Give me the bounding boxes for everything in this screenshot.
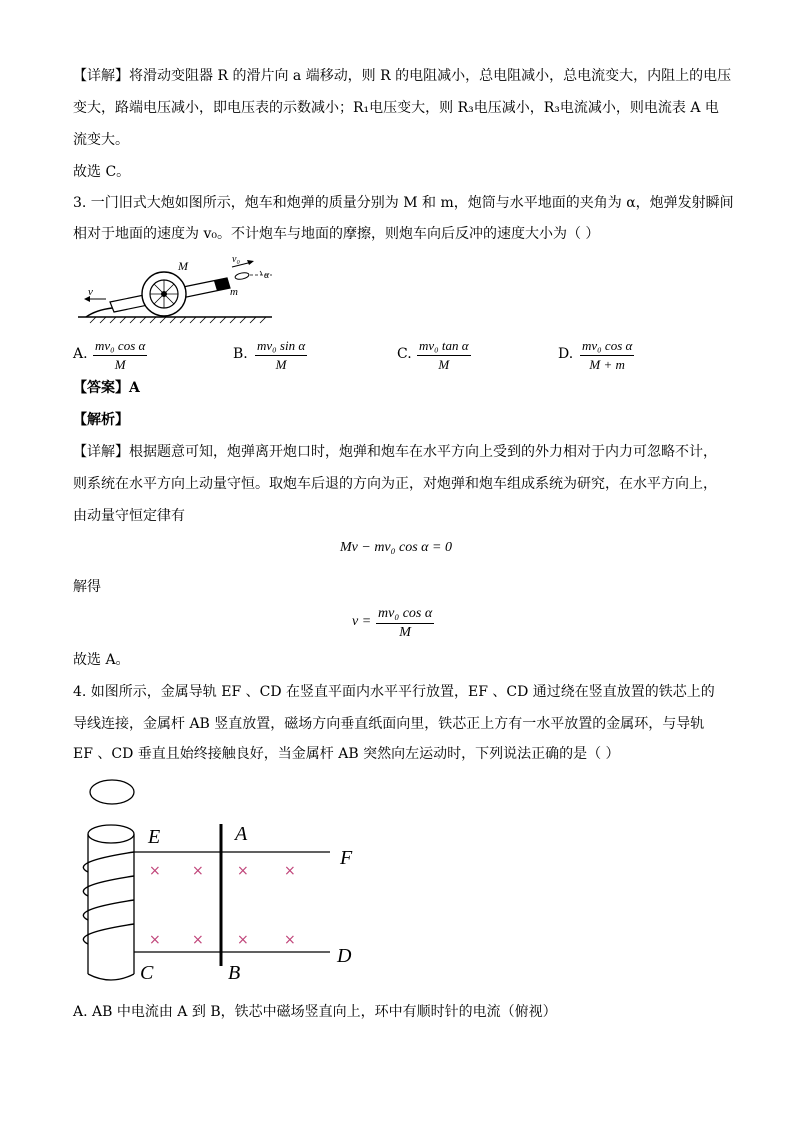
label-B: B bbox=[228, 962, 241, 984]
option-a-label: A. bbox=[73, 346, 88, 362]
q3-detail-line-2: 则系统在水平方向上动量守恒。取炮车后退的方向为正，对炮弹和炮车组成系统为研究，在水平方向上， bbox=[73, 476, 717, 492]
option-b[interactable] bbox=[233, 338, 383, 372]
ground-hatching bbox=[90, 317, 266, 323]
option-b-fraction: $\frac{\text{mv₀ sin α}}{M}$ bbox=[257, 338, 306, 372]
q4-stem-line-2: 导线连接，金属杆 AB 竖直放置，磁场方向垂直纸面向里，铁芯正上方有一水平放置的金属环，与导轨 bbox=[73, 716, 705, 732]
label-v0: v₀ bbox=[232, 254, 240, 265]
detail-prev-line-1: 【详解】将滑动变阻器 R 的滑片向 a 端移动，则 R 的电阻减小，总电阻减小，总电流变大，内阻上的电压 bbox=[73, 68, 732, 84]
label-E: E bbox=[148, 826, 161, 848]
option-d-label: D. bbox=[558, 346, 574, 362]
svg-text:×: × bbox=[192, 863, 204, 879]
option-a[interactable] bbox=[73, 338, 223, 372]
result-fraction: $\frac{\text{mv₀ cos α}}{M}$ bbox=[378, 606, 433, 640]
detail-prev-line-2: 变大，路端电压减小，即电压表的示数减小；R₁电压变大，则 R₃电压减小，R₃电流减小，则电流表 A 电 bbox=[73, 100, 719, 116]
option-d-fraction: $\frac{\text{mv₀ cos α}}{M + m}$ bbox=[582, 338, 633, 372]
q3-answer: 【答案】A bbox=[73, 380, 140, 396]
svg-text:×: × bbox=[284, 863, 296, 879]
q3-analysis-heading: 【解析】 bbox=[73, 412, 129, 428]
option-b-label: B. bbox=[233, 346, 248, 362]
q4-option-a[interactable]: A. AB 中电流由 A 到 B，铁芯中磁场竖直向上，环中有顺时针的电流（俯视） bbox=[73, 1004, 557, 1020]
svg-text:×: × bbox=[237, 932, 249, 948]
q4-stem-line-3: EF 、CD 垂直且始终接触良好，当金属杆 AB 突然向左运动时，下列说法正确的是（ ） bbox=[73, 746, 620, 762]
detail-prev-conclusion: 故选 C。 bbox=[73, 164, 131, 180]
option-c-label: C. bbox=[397, 346, 412, 362]
q3-stem-line-1: 3. 一门旧式大炮如图所示，炮车和炮弹的质量分别为 M 和 m，炮筒与水平地面的夹角为 α，炮弹发射瞬间 bbox=[73, 195, 734, 211]
coil-windings bbox=[83, 852, 134, 944]
q3-stem-line-2: 相对于地面的速度为 v₀。不计炮车与地面的摩擦，则炮车向后反冲的速度大小为（ ） bbox=[73, 226, 600, 242]
label-M: M bbox=[178, 259, 188, 273]
q3-detail-line-3: 由动量守恒定律有 bbox=[73, 508, 185, 524]
detail-prev-line-3: 流变大。 bbox=[73, 132, 129, 148]
label-D: D bbox=[337, 945, 352, 967]
cannon-trail bbox=[86, 308, 112, 317]
q3-conclusion: 故选 A。 bbox=[73, 652, 130, 668]
svg-text:×: × bbox=[149, 863, 161, 879]
option-c[interactable] bbox=[397, 338, 547, 372]
q3-solve-label: 解得 bbox=[73, 579, 101, 595]
result-lhs: v = bbox=[352, 614, 372, 629]
svg-text:×: × bbox=[149, 932, 161, 948]
momentum-equation: Mv − mv₀ cos α = 0 bbox=[340, 540, 452, 555]
projectile bbox=[235, 272, 250, 281]
label-m: m bbox=[230, 286, 238, 298]
label-v: v bbox=[88, 286, 93, 298]
svg-text:×: × bbox=[192, 932, 204, 948]
cannon-figure bbox=[72, 250, 282, 325]
label-A: A bbox=[235, 823, 248, 845]
core-top bbox=[88, 825, 134, 843]
label-alpha: α bbox=[264, 270, 270, 281]
rail-coil-figure bbox=[60, 772, 370, 987]
label-C: C bbox=[140, 962, 154, 984]
q3-detail-line-1: 【详解】根据题意可知，炮弹离开炮口时，炮弹和炮车在水平方向上受到的外力相对于内力可忽略不计， bbox=[73, 444, 717, 460]
metal-ring bbox=[90, 780, 134, 804]
option-d[interactable] bbox=[558, 338, 708, 372]
label-F: F bbox=[340, 847, 353, 869]
svg-text:×: × bbox=[284, 932, 296, 948]
svg-text:×: × bbox=[237, 863, 249, 879]
option-a-fraction: $\frac{\text{mv₀ cos α}}{M}$ bbox=[95, 338, 146, 372]
q4-stem-line-1: 4. 如图所示，金属导轨 EF 、CD 在竖直平面内水平平行放置，EF 、CD 通过绕在竖直放置的铁芯上的 bbox=[73, 684, 715, 700]
option-c-fraction: $\frac{\text{mv₀ tan α}}{M}$ bbox=[419, 338, 469, 372]
